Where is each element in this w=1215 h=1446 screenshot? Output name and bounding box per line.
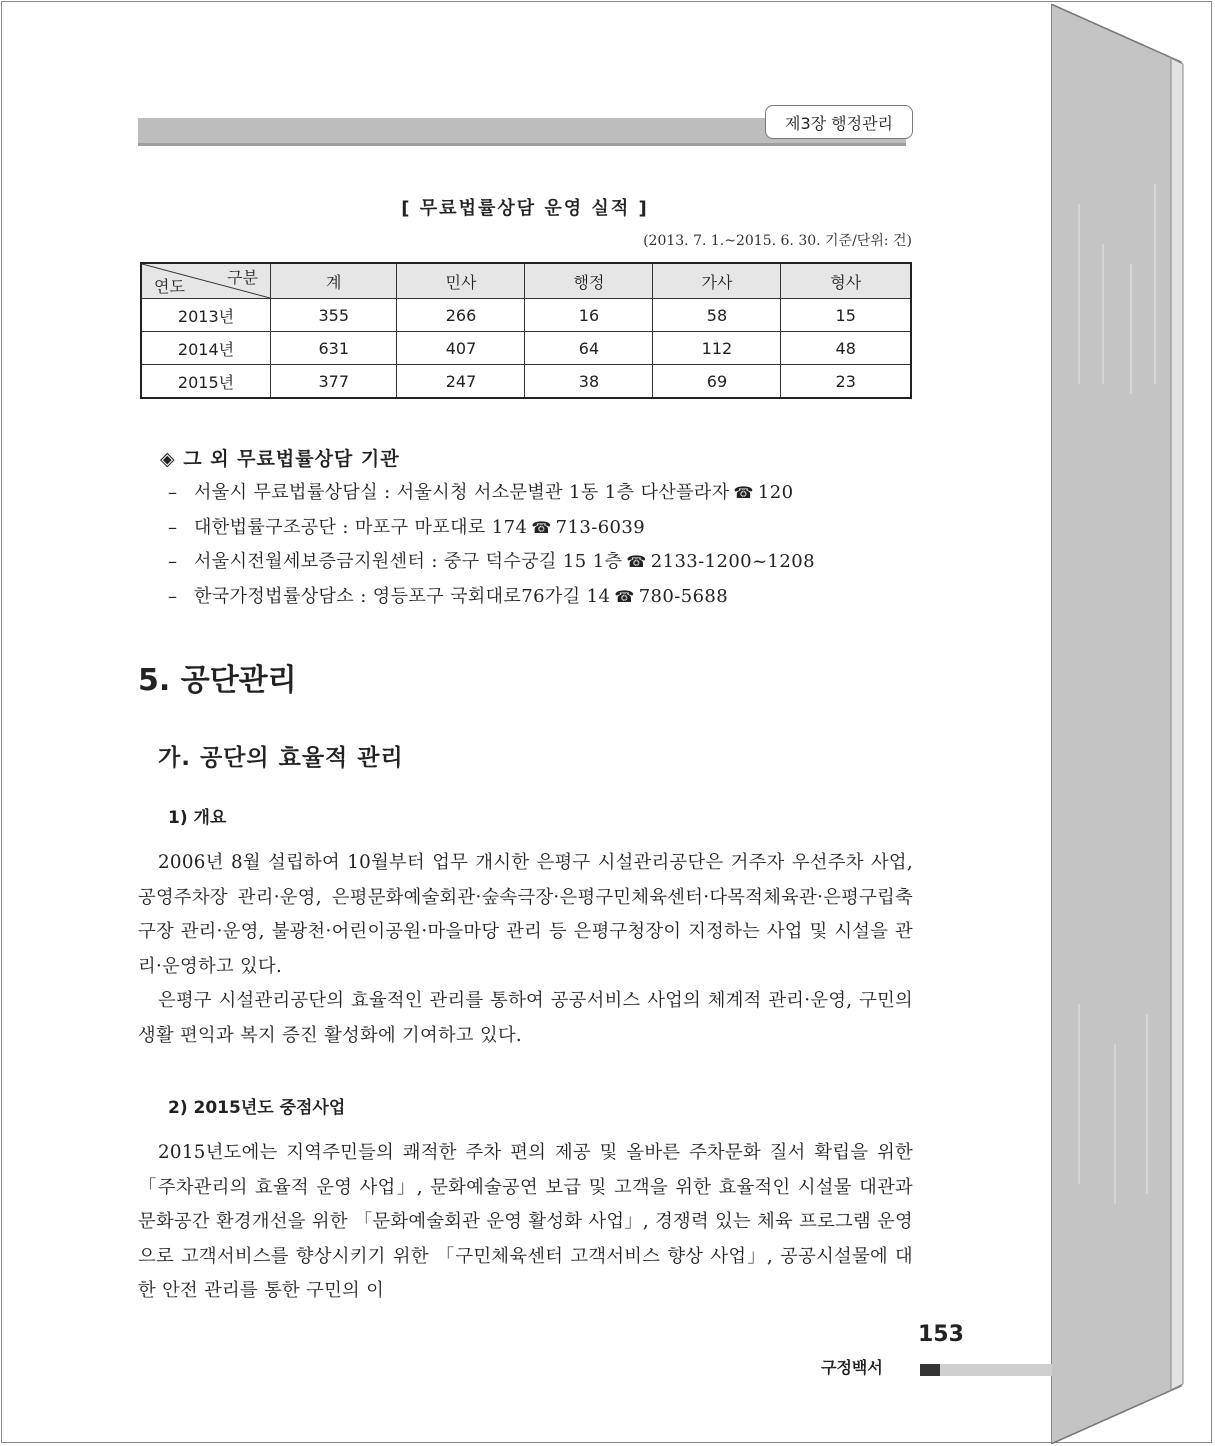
table-header-row (141, 263, 911, 299)
other-agencies-list (168, 476, 815, 614)
list-item (168, 580, 815, 615)
agency-text: 한국가정법률상담소 : 영등포구 국회대로76가길 14 (194, 585, 611, 607)
list-item (168, 545, 815, 580)
corner-label-category: 구분 (227, 268, 258, 287)
table-cell: 112 (653, 332, 781, 365)
overview-paragraph-2: 은평구 시설관리공단의 효율적인 관리를 통하여 공공서비스 사업의 체계적 관리·운영, 구민의 생활 편익과 복지 증진 활성화에 기여하고 있다. (138, 990, 913, 1046)
footer-bar-dark (920, 1364, 940, 1376)
table-cell: 266 (397, 299, 525, 332)
table-cell: 407 (397, 332, 525, 365)
agency-text: 대한법률구조공단 : 마포구 마포대로 174 (194, 516, 528, 538)
list-item (168, 476, 815, 511)
page-number: 153 (918, 1322, 964, 1347)
list-item (168, 511, 815, 546)
agency-phone: 2133-1200~1208 (650, 551, 815, 572)
footer-label: 구정백서 (821, 1358, 883, 1377)
agency-text: 서울시전월세보증금지원센터 : 중구 덕수궁길 15 1층 (194, 551, 623, 572)
dash-icon: – (168, 482, 178, 503)
agency-phone: 713-6039 (555, 516, 646, 538)
key-projects-paragraph: 2015년도에는 지역주민들의 쾌적한 주차 편의 제공 및 올바른 주차문화 질서 확립을 위한 「주차관리의 효율적 운영 사업」, 문화예술공연 보급 및 고객을 위한 효율적인 시설물 대관과 문화공간 환경개선을 위한 「문화예술회관 운영 활성화 사업」, 경쟁력 있는 체육 프로그램 운영으로 고객서비스를 향상시키기 위한 「구민체육센터 고객서비스 향상 사업」, 공공시설물에 대한 안전 관리를 통한 구민의 이 (138, 1142, 914, 1302)
table-cell: 69 (653, 365, 781, 399)
agency-phone: 780-5688 (638, 585, 729, 607)
table-cell: 355 (271, 299, 397, 332)
row-year: 2013년 (141, 299, 271, 332)
table-row (141, 365, 911, 399)
table-cell: 58 (653, 299, 781, 332)
column-header: 형사 (781, 263, 911, 299)
table-cell: 377 (271, 365, 397, 399)
footer-bar-grey (940, 1364, 1052, 1376)
header-bar-line (138, 143, 906, 146)
phone-icon: ☎ (531, 517, 552, 537)
table-row (141, 299, 911, 332)
agency-phone: 120 (757, 482, 794, 503)
phone-icon: ☎ (626, 552, 647, 571)
key-projects-heading: 2) 2015년도 중점사업 (168, 1098, 346, 1118)
phone-icon: ☎ (614, 586, 635, 606)
table-cell: 16 (525, 299, 653, 332)
table-corner-cell (141, 263, 271, 299)
section-subtitle: 가. 공단의 효율적 관리 (158, 745, 404, 771)
overview-paragraph-1: 2006년 8월 설립하여 10월부터 업무 개시한 은평구 시설관리공단은 거주자 우선주차 사업, 공영주차장 관리·운영, 은평문화예술회관·숲속극장·은평구민체육센터·다목적체육관·은평구립축구장 관리·운영, 불광천·어린이공원·마을마당 관리 등 은평구청장이 지정하는 사업 및 시설을 관리·운영하고 있다. (138, 852, 913, 977)
chapter-tab: 제3장 행정관리 (765, 105, 913, 139)
table-cell: 247 (397, 365, 525, 399)
table-cell: 23 (781, 365, 911, 399)
table-title: [ 무료법률상담 운영 실적 ] (401, 198, 649, 219)
book-page-edge (1051, 4, 1185, 1444)
column-header: 가사 (653, 263, 781, 299)
other-agencies-heading: ◈ 그 외 무료법률상담 기관 (160, 448, 400, 470)
table-note: (2013. 7. 1.~2015. 6. 30. 기준/단위: 건) (643, 233, 912, 249)
agency-text: 서울시 무료법률상담실 : 서울시청 서소문별관 1동 1층 다산플라자 (194, 482, 730, 503)
table-cell: 631 (271, 332, 397, 365)
section-title: 5. 공단관리 (138, 663, 297, 698)
dash-icon: – (168, 585, 178, 607)
table-row (141, 332, 911, 365)
dash-icon: – (168, 551, 178, 572)
table-cell: 38 (525, 365, 653, 399)
row-year: 2015년 (141, 365, 271, 399)
corner-label-year: 연도 (154, 277, 185, 296)
row-year: 2014년 (141, 332, 271, 365)
column-header: 민사 (397, 263, 525, 299)
column-header: 행정 (525, 263, 653, 299)
column-header: 계 (271, 263, 397, 299)
legal-consult-table (140, 262, 912, 399)
dash-icon: – (168, 516, 178, 538)
table-cell: 48 (781, 332, 911, 365)
table-cell: 64 (525, 332, 653, 365)
table-cell: 15 (781, 299, 911, 332)
phone-icon: ☎ (733, 483, 754, 502)
overview-heading: 1) 개요 (168, 808, 227, 828)
